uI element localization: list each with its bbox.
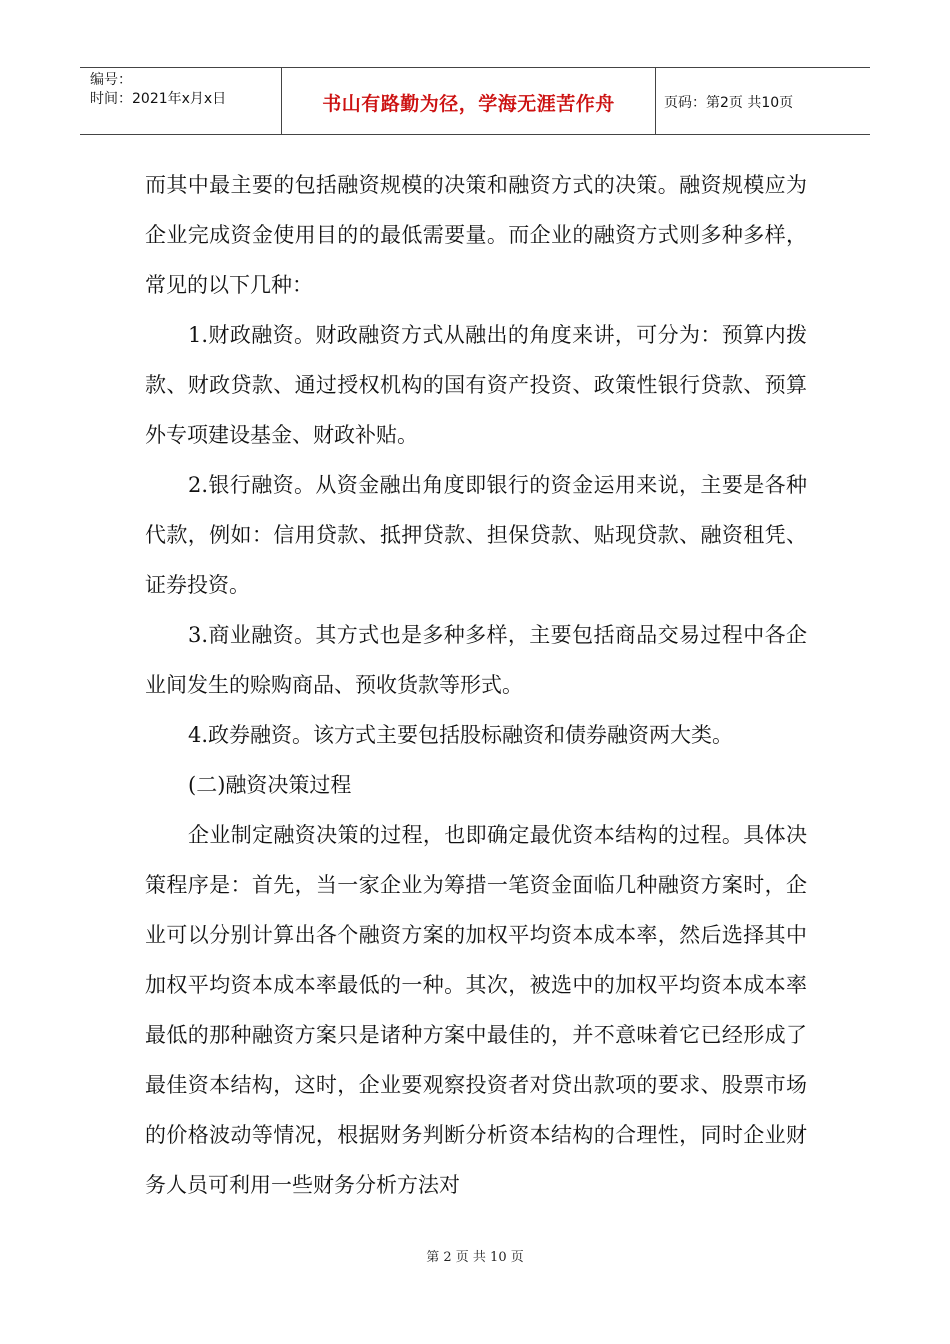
header-meta-cell bbox=[80, 68, 282, 134]
header-motto-cell bbox=[282, 68, 656, 134]
paragraph-fiscal-financing: 1.财政融资。财政融资方式从融出的角度来讲，可分为：预算内拨款、财政贷款、通过授权机构的国有资产投资、政策性银行贷款、预算外专项建设基金、财政补贴。 bbox=[145, 323, 807, 447]
paragraph-bank-financing: 2.银行融资。从资金融出角度即银行的资金运用来说，主要是各种代款，例如：信用贷款、抵押贷款、担保贷款、贴现贷款、融资租凭、证券投资。 bbox=[145, 473, 807, 597]
footer-page-number: 第 2 页 共 10 页 bbox=[426, 1250, 524, 1265]
header-page-info: 页码：第2页 共10页 bbox=[664, 95, 794, 111]
document-number-label: 编号： bbox=[90, 72, 132, 88]
document-date-label: 时间：2021年x月x日 bbox=[90, 91, 227, 107]
header-page-cell bbox=[656, 68, 870, 134]
page-footer bbox=[0, 1246, 950, 1265]
header-motto: 书山有路勤为径，学海无涯苦作舟 bbox=[322, 92, 615, 115]
paragraph-decision-process: 企业制定融资决策的过程，也即确定最优资本结构的过程。具体决策程序是：首先，当一家企业为筹措一笔资金面临几种融资方案时，企业可以分别计算出各个融资方案的加权平均资本成本率，然后选择其中加权平均资本成本率最低的一种。其次，被选中的加权平均资本成本率最低的那种融资方案只是诸种方案中最佳的，并不意味着它已经形成了最佳资本结构，这时，企业要观察投资者对贷出款项的要求、股票市场的价格波动等情况，根据财务判断分析资本结构的合理性，同时企业财务人员可利用一些财务分析方法对 bbox=[145, 823, 807, 1197]
page-header bbox=[80, 67, 870, 135]
document-body bbox=[145, 160, 807, 1210]
paragraph-commercial-financing: 3.商业融资。其方式也是多种多样，主要包括商品交易过程中各企业间发生的赊购商品、预收货款等形式。 bbox=[145, 623, 807, 697]
paragraph-securities-financing: 4.政券融资。该方式主要包括股标融资和债券融资两大类。 bbox=[188, 723, 734, 747]
paragraph-continuation: 而其中最主要的包括融资规模的决策和融资方式的决策。融资规模应为企业完成资金使用目的的最低需要量。而企业的融资方式则多种多样，常见的以下几种： bbox=[145, 173, 807, 297]
section-heading: (二)融资决策过程 bbox=[188, 773, 352, 797]
